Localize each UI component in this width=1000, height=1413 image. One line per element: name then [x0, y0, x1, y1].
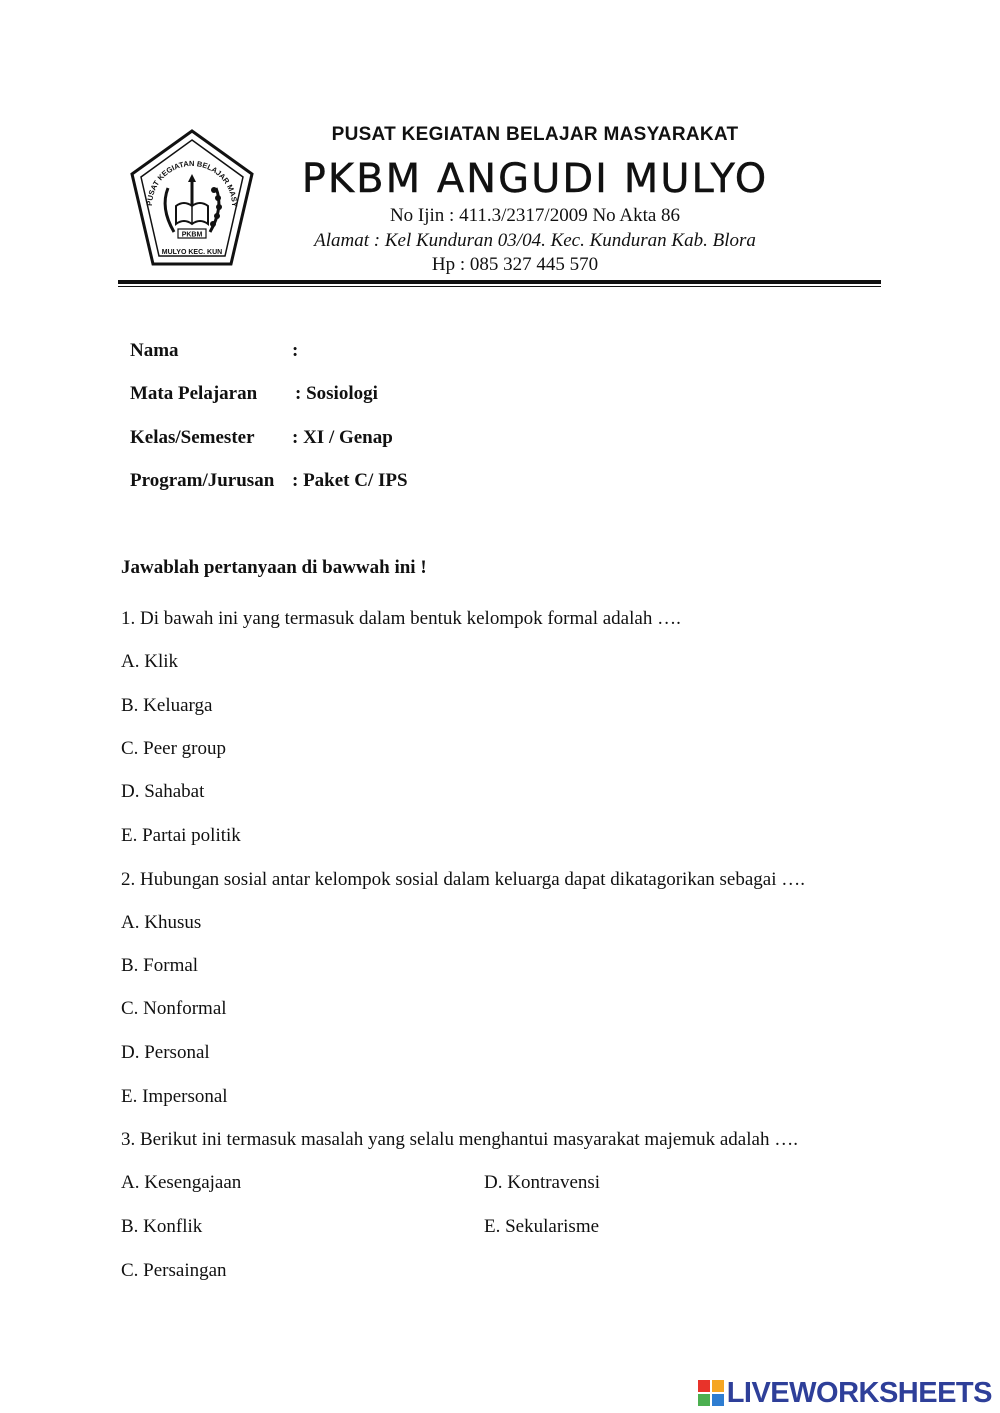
identity-label: Mata Pelajaran: [130, 383, 258, 404]
organization-type: PUSAT KEGIATAN BELAJAR MASYARAKAT: [331, 124, 739, 145]
question-3-option-d[interactable]: D. Kontravensi: [484, 1172, 601, 1193]
address: Alamat : Kel Kunduran 03/04. Kec. Kunduran Kab. Blora: [314, 230, 756, 251]
question-3-option-a[interactable]: A. Kesengajaan: [121, 1172, 242, 1193]
identity-value: :: [292, 340, 299, 361]
question-1-option-a[interactable]: A. Klik: [121, 651, 178, 672]
letterhead-rule-thick: [118, 280, 881, 284]
identity-label: Nama: [130, 340, 179, 361]
watermark-text: LIVEWORKSHEETS: [726, 1376, 992, 1409]
organization-logo: [128, 128, 256, 268]
question-1-option-b[interactable]: B. Keluarga: [121, 695, 213, 716]
question-1-option-d[interactable]: D. Sahabat: [121, 781, 205, 802]
identity-label: Program/Jurusan: [130, 470, 275, 491]
logo-bottom-text: MULYO KEC. KUN: [161, 249, 223, 256]
question-3-option-e[interactable]: E. Sekularisme: [484, 1216, 600, 1237]
instruction: Jawablah pertanyaan di bawwah ini !: [121, 557, 427, 578]
identity-value: : Sosiologi: [295, 383, 378, 404]
liveworksheets-watermark: [698, 1376, 992, 1410]
question-1-option-c[interactable]: C. Peer group: [121, 738, 227, 759]
phone-number: Hp : 085 327 445 570: [431, 254, 599, 275]
identity-label: Kelas/Semester: [130, 427, 255, 448]
question-1-text: 1. Di bawah ini yang termasuk dalam bentuk kelompok formal adalah ….: [121, 608, 681, 629]
letterhead-rule-thin: [118, 286, 881, 287]
question-2-text: 2. Hubungan sosial antar kelompok sosial dalam keluarga dapat dikatagorikan sebagai ….: [121, 869, 805, 890]
question-3-option-c[interactable]: C. Persaingan: [121, 1260, 227, 1281]
question-1-option-e[interactable]: E. Partai politik: [121, 825, 241, 846]
question-3-option-b[interactable]: B. Konflik: [121, 1216, 203, 1237]
logo-ring-text: PUSAT KEGIATAN BELAJAR MASY: [144, 158, 240, 207]
logo-center-text: PKBM: [181, 231, 203, 239]
pkbm-emblem-icon: [128, 128, 256, 268]
identity-value: : XI / Genap: [292, 427, 393, 448]
liveworksheets-logo-icon: [698, 1380, 724, 1406]
question-2-option-c[interactable]: C. Nonformal: [121, 998, 227, 1019]
question-3-text: 3. Berikut ini termasuk masalah yang selalu menghantui masyarakat majemuk adalah ….: [121, 1129, 798, 1150]
question-2-option-e[interactable]: E. Impersonal: [121, 1086, 228, 1107]
question-2-option-b[interactable]: B. Formal: [121, 955, 199, 976]
organization-name: PKBM ANGUDI MULYO: [301, 156, 769, 202]
identity-value: : Paket C/ IPS: [292, 470, 408, 491]
question-2-option-d[interactable]: D. Personal: [121, 1042, 210, 1063]
question-2-option-a[interactable]: A. Khusus: [121, 912, 202, 933]
permit-number: No Ijin : 411.3/2317/2009 No Akta 86: [389, 205, 681, 226]
